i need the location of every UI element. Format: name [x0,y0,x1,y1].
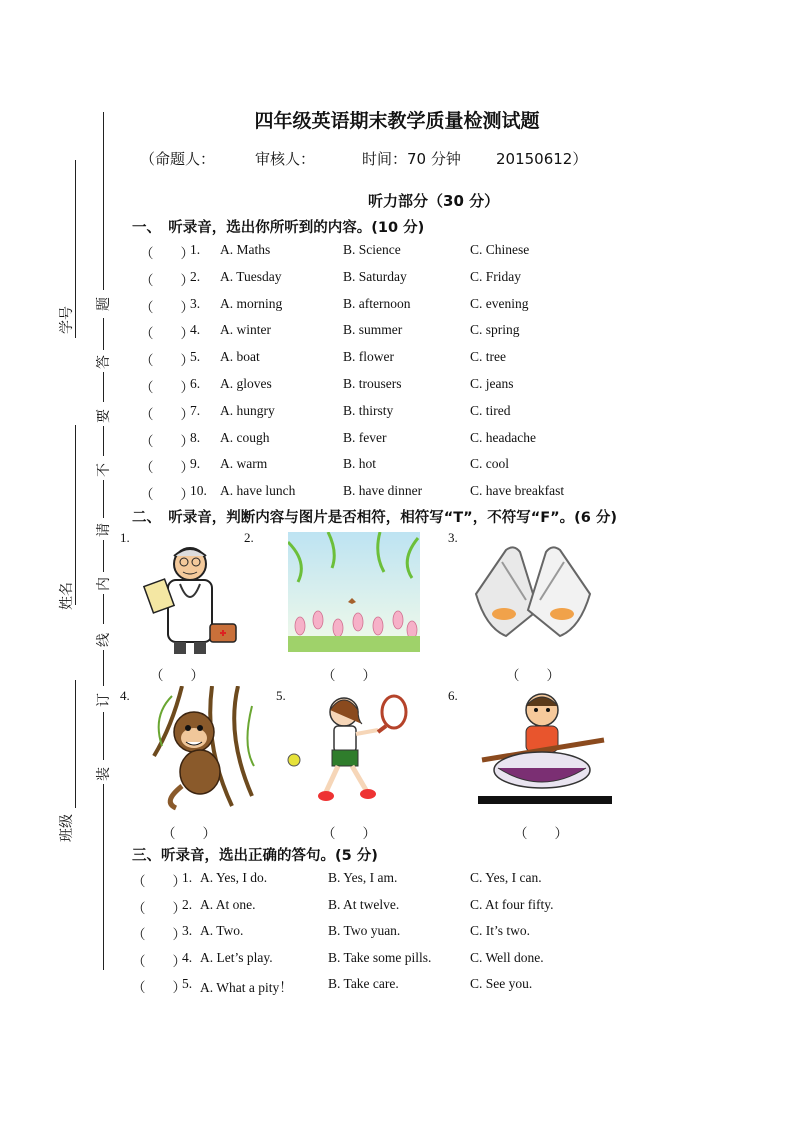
seal-char: 答 [96,355,112,369]
option-c: C. Well done. [470,949,544,965]
time-label: 时间：70 分钟 [362,150,461,168]
seal-char: 请 [96,523,112,537]
option-a: A. Yes, I do. [200,870,268,885]
option-c: C. See you. [470,976,533,991]
question-number: 1. [182,870,193,885]
option-a: A. At one. [200,896,256,912]
spring-flowers-icon [288,532,420,652]
option-b: B. thirsty [343,402,394,418]
option-b: B. Science [343,242,401,257]
answer-blank[interactable]: （ ） [132,874,186,889]
seal-line [103,784,104,970]
question-number: 5. [190,349,201,365]
picture-number: 2. [244,530,254,545]
section3-heading: 三、听录音，选出正确的答句。(5 分) [132,848,378,864]
answer-blank[interactable]: （ ） [140,272,194,288]
question-number: 1. [190,242,201,257]
answer-blank[interactable]: （ ） [140,487,194,503]
answer-blank[interactable]: （ ） [514,826,568,841]
seal-char: 不 [96,463,112,477]
seal-char: 内 [96,577,112,591]
question-number: 2. [190,268,201,284]
option-c: C. Chinese [470,242,530,257]
answer-blank[interactable]: （ ） [506,668,560,683]
option-b: B. flower [343,349,394,365]
option-b: B. Yes, I am. [328,870,398,885]
answer-blank[interactable]: （ ） [150,668,204,683]
option-c: C. Friday [470,268,522,284]
picture-number: 1. [120,530,130,545]
seal-line [103,650,104,686]
option-a: A. hungry [220,402,275,418]
option-a: A. warm [220,456,268,472]
picture-number: 5. [276,688,286,703]
question-number: 2. [182,896,193,912]
picture-number: 3. [448,530,458,545]
option-b: B. Two yuan. [328,923,401,938]
seal-char: 题 [96,297,112,311]
answer-blank[interactable]: （ ） [140,406,194,422]
option-c: C. At four fifty. [470,896,554,912]
seal-char: 订 [96,693,112,707]
answer-blank[interactable]: （ ） [140,380,194,395]
monkey-icon [142,686,262,812]
question-number: 8. [190,429,201,445]
option-b: B. Take care. [328,976,399,991]
seal-line [103,712,104,760]
student-number-label: 学号 [59,306,75,334]
option-a: A. boat [220,349,260,365]
option-b: B. trousers [343,376,402,391]
seal-line [103,540,104,572]
question-number: 7. [190,402,201,418]
option-a: A. have lunch [220,483,296,499]
picture-number: 6. [448,688,458,703]
margin-line [75,680,76,808]
answer-blank[interactable]: （ ） [322,826,376,841]
seal-line [103,594,104,624]
answer-blank[interactable]: （ ） [132,953,186,969]
answer-blank[interactable]: （ ） [132,980,186,995]
question-number: 10. [190,483,207,499]
question-number: 5. [182,976,193,991]
answer-blank[interactable]: （ ） [140,246,194,261]
option-c: C. headache [470,429,536,445]
gloves-icon [466,540,600,648]
seal-char: 要 [96,409,112,423]
answer-blank[interactable]: （ ） [140,353,194,369]
date-label: 20150612） [496,150,588,168]
option-a: A. morning [220,295,283,311]
option-a: A. winter [220,322,271,338]
page-title: 四年级英语期末教学质量检测试题 [254,110,540,132]
option-b: B. Saturday [343,268,407,284]
question-number: 4. [190,322,201,338]
option-b: B. At twelve. [328,896,400,912]
seal-line [103,372,104,402]
answer-blank[interactable]: （ ） [132,927,186,942]
answer-blank[interactable]: （ ） [132,900,186,916]
seal-char: 线 [96,633,112,647]
answer-blank[interactable]: （ ） [140,433,194,449]
answer-blank[interactable]: （ ） [140,299,194,315]
option-c: C. spring [470,322,520,338]
option-a: A. cough [220,429,270,445]
seal-line [103,426,104,456]
question-number: 9. [190,456,201,472]
answer-blank[interactable]: （ ） [140,326,194,342]
answer-blank[interactable]: （ ） [162,826,216,841]
tennis-girl-icon [286,690,410,806]
option-a: A. What a pity！ [200,980,293,995]
picture-number: 4. [120,688,130,703]
setter-label: （命题人： [140,150,216,168]
option-a: A. Let’s play. [200,949,273,965]
option-b: B. have dinner [343,483,423,499]
option-c: C. Yes, I can. [470,870,542,885]
question-number: 4. [182,949,193,965]
class-label: 班级 [59,814,75,842]
seal-line [103,318,104,350]
option-c: C. It’s two. [470,923,531,938]
option-a: A. Tuesday [220,268,282,284]
rowing-boy-icon [478,686,612,804]
option-b: B. summer [343,322,403,338]
seal-char: 装 [96,767,112,781]
answer-blank[interactable]: （ ） [140,460,194,476]
option-c: C. have breakfast [470,483,565,499]
option-b: B. fever [343,429,387,445]
option-c: C. evening [470,295,529,311]
margin-line [75,425,76,605]
option-a: A. Two. [200,923,244,938]
question-number: 3. [190,295,201,311]
option-c: C. tree [470,349,506,365]
seal-line [103,112,104,290]
student-name-label: 姓名 [59,582,75,610]
question-number: 3. [182,923,193,938]
option-c: C. cool [470,456,509,472]
option-b: B. hot [343,456,377,472]
part-title: 听力部分（30 分） [368,192,500,210]
seal-line [103,480,104,518]
section1-heading: 一、 听录音，选出你所听到的内容。(10 分) [132,220,425,236]
reviewer-label: 审核人： [255,150,316,168]
option-c: C. jeans [470,376,514,391]
option-b: B. Take some pills. [328,949,432,965]
option-a: A. gloves [220,376,272,391]
answer-blank[interactable]: （ ） [322,668,376,683]
option-c: C. tired [470,402,511,418]
option-a: A. Maths [220,242,271,257]
option-b: B. afternoon [343,295,411,311]
section2-heading: 二、 听录音，判断内容与图片是否相符，相符写“T”，不符写“F”。(6 分) [132,510,618,526]
doctor-icon [140,540,240,658]
question-number: 6. [190,376,201,391]
